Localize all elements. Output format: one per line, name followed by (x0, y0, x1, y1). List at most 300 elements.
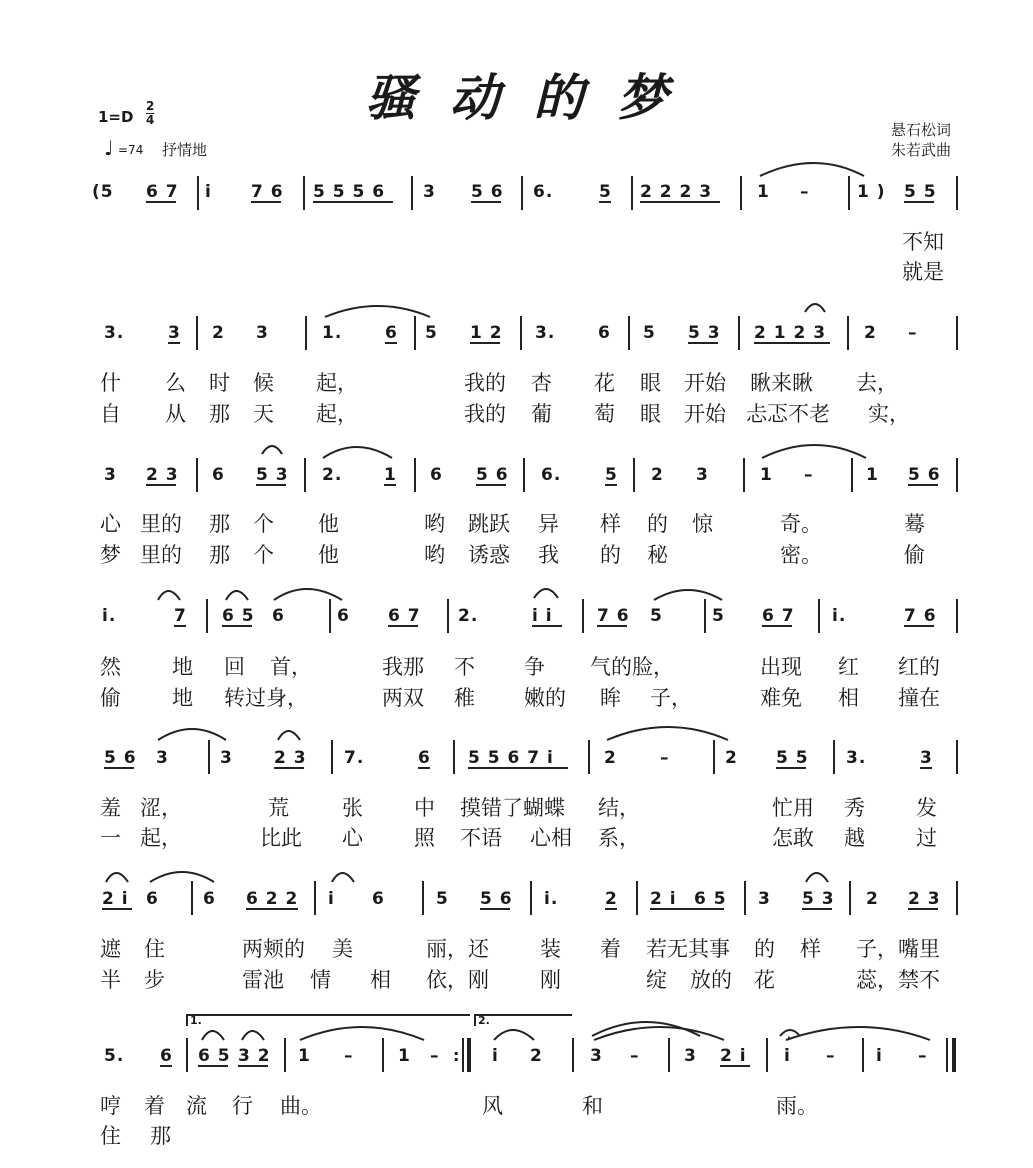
barline (847, 316, 849, 350)
note: 5 (650, 606, 663, 626)
underline-beam (720, 1065, 750, 1067)
underline-beam (640, 201, 720, 203)
note: 5 5 5 6 (313, 182, 386, 202)
note: 2 3 (908, 889, 941, 909)
barline (196, 316, 198, 350)
expression-mark: 抒情地 (162, 141, 208, 159)
lyric: 时 (209, 371, 230, 395)
note: 5 6 (480, 889, 513, 909)
note: 6 (146, 889, 159, 909)
barline (520, 316, 522, 350)
lyric: 么 (165, 371, 186, 395)
note: 7 (174, 606, 187, 626)
underline-beam (384, 484, 396, 486)
note: 1 (866, 465, 879, 485)
underline-beam (388, 625, 418, 627)
lyric: 两双 (382, 686, 424, 710)
lyric: 葡 (531, 402, 552, 426)
note: 7. (344, 748, 365, 768)
barline (946, 1038, 948, 1072)
lyric: 中 (414, 796, 435, 820)
time-signature (146, 100, 154, 127)
lyric: 奇。 (780, 512, 822, 536)
lyric: 花 (754, 968, 775, 992)
note: – (908, 323, 918, 343)
lyric: 发 (916, 796, 937, 820)
lyric: 瞅来瞅 (750, 371, 813, 395)
lyric: 开始 (684, 371, 726, 395)
barline (766, 1038, 768, 1072)
barline (382, 1038, 384, 1072)
note: 1 ) (857, 182, 886, 202)
lyric: 怎敢 (772, 826, 814, 850)
barline (329, 599, 331, 633)
underline-beam (599, 201, 611, 203)
barline (331, 740, 333, 774)
note: 7 6 (597, 606, 630, 626)
lyric: 从 (165, 402, 186, 426)
lyric: 眸 (600, 686, 621, 710)
note: 6 (430, 465, 443, 485)
lyric: 我 (538, 543, 559, 567)
lyric: 张 (342, 796, 363, 820)
note: 3 (168, 323, 181, 343)
lyric: 地 (172, 686, 193, 710)
underline-beam (920, 767, 932, 769)
lyric: 行 (232, 1094, 253, 1118)
lyric: 样 (800, 937, 821, 961)
note: 5 6 (471, 182, 504, 202)
note: i (876, 1046, 883, 1066)
lyric: 杏 (531, 371, 552, 395)
lyric: 哼 (100, 1094, 121, 1118)
lyric: 起， (140, 826, 182, 850)
note: 2 i (720, 1046, 747, 1066)
note: (5 (92, 182, 114, 202)
lyric: 萄 (594, 402, 615, 426)
underline-beam (468, 767, 568, 769)
lyric: 丽，还 (426, 937, 489, 961)
tempo-mark: =74 (118, 143, 144, 157)
note: 5 5 (776, 748, 809, 768)
barline (956, 316, 958, 350)
barline (628, 316, 630, 350)
barline (447, 599, 449, 633)
note: 3 (104, 465, 117, 485)
lyric: 着 (144, 1094, 165, 1118)
final-barline (952, 1038, 956, 1072)
lyric: 出现 (760, 655, 802, 679)
note: i (328, 889, 335, 909)
note: i. (544, 889, 559, 909)
barline (956, 881, 958, 915)
note: 3 (590, 1046, 603, 1066)
barline (196, 458, 198, 492)
fermata-dot-icon: · (787, 1033, 791, 1044)
barline (849, 881, 851, 915)
lyric: 涩， (140, 796, 182, 820)
note: 5 3 (688, 323, 721, 343)
underline-beam (174, 625, 186, 627)
lyric: 他 (318, 512, 339, 536)
lyric: 天 (253, 402, 274, 426)
underline-beam (385, 342, 397, 344)
underline-beam (313, 201, 393, 203)
note: 3. (846, 748, 867, 768)
barline (668, 1038, 670, 1072)
note: 3 (423, 182, 436, 202)
underline-beam (470, 342, 500, 344)
lyric: 子， (650, 686, 692, 710)
lyric: 那 (150, 1124, 171, 1148)
note: 2 2 2 3 (640, 182, 713, 202)
underline-beam (418, 767, 430, 769)
barline (462, 1038, 464, 1072)
note: 3 (256, 323, 269, 343)
barline (411, 176, 413, 210)
lyric: 我的 (464, 371, 506, 395)
note: 6 5 (198, 1046, 231, 1066)
lyric: 跳跃 (468, 512, 510, 536)
note: – (660, 748, 670, 768)
lyric: 一 (100, 826, 121, 850)
lyric: 照 (414, 826, 435, 850)
lyric: 雨。 (776, 1094, 818, 1118)
lyric: 实， (868, 402, 910, 426)
volta-bracket-1 (186, 1014, 470, 1026)
underline-beam (274, 767, 304, 769)
note: 2 (864, 323, 877, 343)
underline-beam (222, 625, 252, 627)
underline-beam (102, 908, 132, 910)
barline (582, 599, 584, 633)
lyric: 他 (318, 543, 339, 567)
barline (186, 1038, 188, 1072)
note: 5 6 (476, 465, 509, 485)
volta-label-2: 2. (478, 1014, 490, 1027)
note: 5 3 (802, 889, 835, 909)
lyric: 半 (100, 968, 121, 992)
barline (704, 599, 706, 633)
barline (851, 458, 853, 492)
lyric: 里的 (140, 543, 182, 567)
repeat-dots-icon: : (453, 1046, 460, 1065)
underline-beam (104, 767, 134, 769)
note: 6 5 (222, 606, 255, 626)
lyric: 偷 (100, 686, 121, 710)
lyric: 什 (100, 371, 121, 395)
lyric: 红的 (898, 655, 940, 679)
lyric: 起， (316, 371, 358, 395)
lyric: 候 (253, 371, 274, 395)
underline-beam (650, 908, 724, 910)
lyric: 步 (144, 968, 165, 992)
lyricist-credit: 悬石松词 (891, 121, 952, 139)
lyric: 荒 (268, 796, 289, 820)
barline (631, 176, 633, 210)
note: 2 i (650, 889, 677, 909)
underline-beam (471, 201, 501, 203)
note: 1 (298, 1046, 311, 1066)
barline (743, 458, 745, 492)
note: 6 5 (694, 889, 727, 909)
note: 2 1 2 3 (754, 323, 827, 343)
note: 3 (220, 748, 233, 768)
lyric: 惊 (692, 512, 713, 536)
lyric: 忐忑不老 (746, 402, 830, 426)
lyric: 地 (172, 655, 193, 679)
note: 3. (104, 323, 125, 343)
barline (303, 176, 305, 210)
note: 7 6 (251, 182, 284, 202)
barline (314, 881, 316, 915)
note: 2. (322, 465, 343, 485)
note: 1 (384, 465, 397, 485)
barline (206, 599, 208, 633)
lyric: 气的脸， (590, 655, 674, 679)
lyric: 比此 (260, 826, 302, 850)
note: 2. (458, 606, 479, 626)
underline-beam (605, 484, 617, 486)
lyric: 转过身， (224, 686, 308, 710)
barline (414, 316, 416, 350)
lyric: 不 (454, 655, 475, 679)
note: 2 (866, 889, 879, 909)
lyric: 若无其事 (646, 937, 730, 961)
underline-beam (597, 625, 627, 627)
lyric: 眼 (640, 402, 661, 426)
barline (197, 176, 199, 210)
note: 6. (533, 182, 554, 202)
note: 2 (605, 889, 618, 909)
lyric: 稚 (454, 686, 475, 710)
lyric: 的 (754, 937, 775, 961)
lyric: 流 (186, 1094, 207, 1118)
note: 6 7 (146, 182, 179, 202)
underline-beam (904, 201, 934, 203)
note: 6 (203, 889, 216, 909)
lyric: 个 (253, 512, 274, 536)
barline (862, 1038, 864, 1072)
note: 6 2 2 (246, 889, 299, 909)
lyric: 异 (538, 512, 559, 536)
lyric: 那 (209, 512, 230, 536)
lyric: 依，刚 (426, 968, 489, 992)
lyric: 难免 (760, 686, 802, 710)
lyric: 样 (600, 512, 621, 536)
barline (636, 881, 638, 915)
barline (956, 458, 958, 492)
lyric: 哟 (424, 512, 445, 536)
note: 2 (604, 748, 617, 768)
note: 3. (535, 323, 556, 343)
lyric: 装 (540, 937, 561, 961)
underline-beam (146, 484, 176, 486)
lyric: 子，嘴里 (856, 937, 940, 961)
lyric: 哟 (424, 543, 445, 567)
note: 6 (160, 1046, 173, 1066)
note: 5 (712, 606, 725, 626)
lyric: 红 (838, 655, 859, 679)
barline (453, 740, 455, 774)
lyric: 花 (594, 371, 615, 395)
note: 3 (684, 1046, 697, 1066)
lyric: 心 (100, 512, 121, 536)
barline (833, 740, 835, 774)
barline (572, 1038, 574, 1072)
lyric: 嫩的 (524, 686, 566, 710)
underline-beam (246, 908, 298, 910)
note: 3 (920, 748, 933, 768)
lyric: 开始 (684, 402, 726, 426)
lyric: 不语 (460, 826, 502, 850)
lyric: 绽 (646, 968, 667, 992)
lyric: 曲。 (280, 1094, 322, 1118)
note: 5 (643, 323, 656, 343)
lyric: 相 (838, 686, 859, 710)
note: 3 (696, 465, 709, 485)
underline-beam (762, 625, 792, 627)
lyric: 首， (270, 655, 312, 679)
note: 5 (605, 465, 618, 485)
note: 6 (337, 606, 350, 626)
note: 1 2 (470, 323, 503, 343)
note: 1 (757, 182, 770, 202)
underline-beam (238, 1065, 268, 1067)
quarter-note-icon: ♩ (104, 136, 114, 160)
note: 6 (212, 465, 225, 485)
note: 2 (725, 748, 738, 768)
note: 1 (760, 465, 773, 485)
lyric: 情 (310, 968, 331, 992)
underline-beam (160, 1065, 172, 1067)
note: 2 3 (274, 748, 307, 768)
lyric: 回 (224, 655, 245, 679)
note: 6 (385, 323, 398, 343)
note: 2 (212, 323, 225, 343)
lyric: 的 (600, 543, 621, 567)
barline (422, 881, 424, 915)
note: 3 (156, 748, 169, 768)
barline (956, 176, 958, 210)
note: – (344, 1046, 354, 1066)
key-signature: 1=D (98, 108, 134, 126)
lyric: 住 (144, 937, 165, 961)
lyric: 摸错了蝴蝶 (460, 796, 565, 820)
lyric: 系， (598, 826, 640, 850)
barline (633, 458, 635, 492)
lyric: 我那 (382, 655, 424, 679)
note: 6 (598, 323, 611, 343)
note: – (826, 1046, 836, 1066)
note: 1 (398, 1046, 411, 1066)
note: 2 i (102, 889, 129, 909)
note: – (430, 1046, 440, 1066)
lyric: 心相 (530, 826, 572, 850)
note: i. (102, 606, 117, 626)
lyric: 然 (100, 655, 121, 679)
note: – (918, 1046, 928, 1066)
lyric: 密。 (780, 543, 822, 567)
barline (521, 176, 523, 210)
lyric: 里的 (140, 512, 182, 536)
note: 3 (758, 889, 771, 909)
lyric: 那 (209, 543, 230, 567)
lyric: 过 (916, 826, 937, 850)
note: 6 (372, 889, 385, 909)
lyric: 和 (582, 1094, 603, 1118)
lyric: 诱惑 (468, 543, 510, 567)
note: 6 7 (762, 606, 795, 626)
barline (956, 740, 958, 774)
repeat-barline (467, 1038, 471, 1072)
lyric: 刚 (540, 968, 561, 992)
lyric-verse1: 不知 (902, 230, 944, 254)
note: 1. (322, 323, 343, 343)
underline-beam (532, 625, 562, 627)
barline (818, 599, 820, 633)
note: 5 (425, 323, 438, 343)
lyric: 争 (524, 655, 545, 679)
underline-beam (904, 625, 934, 627)
underline-beam (908, 908, 938, 910)
barline (304, 458, 306, 492)
lyric: 蓦 (904, 512, 925, 536)
lyric: 那 (209, 402, 230, 426)
note: i i (532, 606, 553, 626)
note: 6. (541, 465, 562, 485)
lyric: 住 (100, 1124, 121, 1148)
note: 7 6 (904, 606, 937, 626)
barline (740, 176, 742, 210)
lyric: 眼 (640, 371, 661, 395)
lyric: 雷池 (242, 968, 284, 992)
time-signature-bottom: 4 (146, 113, 155, 127)
barline (208, 740, 210, 774)
underline-beam (776, 767, 806, 769)
lyric: 美 (332, 937, 353, 961)
lyric: 秘 (647, 543, 668, 567)
lyric: 秀 (844, 796, 865, 820)
barline (738, 316, 740, 350)
note: i (492, 1046, 499, 1066)
note: 5. (104, 1046, 125, 1066)
barline (744, 881, 746, 915)
note: – (630, 1046, 640, 1066)
note: 5 (436, 889, 449, 909)
note: 2 (651, 465, 664, 485)
note: 5 6 (104, 748, 137, 768)
underline-beam (256, 484, 286, 486)
note: i. (832, 606, 847, 626)
barline (530, 881, 532, 915)
song-title: 骚动的梦 (365, 68, 702, 127)
lyric: 个 (253, 543, 274, 567)
lyric: 自 (100, 402, 121, 426)
underline-beam (754, 342, 830, 344)
underline-beam (168, 342, 180, 344)
underline-beam (802, 908, 832, 910)
underline-beam (198, 1065, 228, 1067)
lyric: 偷 (904, 543, 925, 567)
composer-credit: 朱若武曲 (891, 141, 952, 159)
note: 6 7 (388, 606, 421, 626)
note: 2 3 (146, 465, 179, 485)
note: 5 (599, 182, 612, 202)
barline (713, 740, 715, 774)
barline (305, 316, 307, 350)
barline (956, 599, 958, 633)
